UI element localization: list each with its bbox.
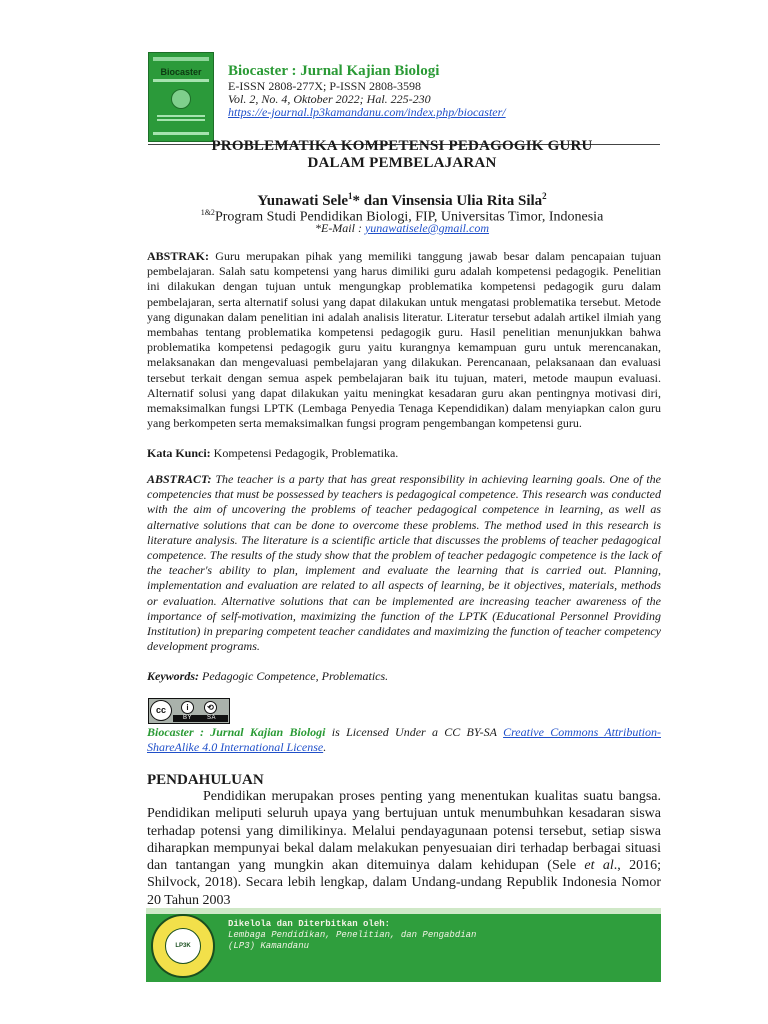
footer-institution-1: Lembaga Pendidikan, Penelitian, dan Pengabdian	[228, 930, 477, 940]
cc-by-sa-badge[interactable]	[148, 698, 230, 724]
sharealike-icon: ⟲	[204, 701, 217, 714]
abstract-label: ABSTRACT:	[147, 472, 212, 486]
email-link[interactable]: yunawatisele@gmail.com	[364, 221, 490, 235]
author-1-sup: 1	[348, 191, 353, 201]
section-title: PENDAHULUAN	[147, 772, 264, 788]
seal-label: LP3K	[165, 928, 201, 964]
body-text-1: Pendidikan merupakan proses penting yang menentukan kualitas suatu bangsa. Pendidikan meliputi seluruh upaya yang bertujuan untuk menumbuhkan kesadaran siswa terhadap potensi yang dimilikinya. Melalui pendayagunaan potensi tersebut, setiap siswa diharapkan mempunyai bekal dalam melakukan penyesuaian diri terhadap berbagai situasi dan tantangan yang mungkin akan ditemuinya dalam kehidupan (Sele	[147, 789, 661, 874]
cover-band	[153, 57, 209, 61]
license-text: is Licensed Under a CC BY-SA	[325, 725, 504, 739]
body-text-2: ., 2016; Shilvock, 2018). Secara lebih lengkap, dalam Undang-undang Republik Indonesia Nomor 20 Tahun 2003	[147, 858, 661, 908]
license-statement	[147, 725, 661, 755]
article-title-line2: DALAM PEMBELAJARAN	[307, 155, 497, 171]
footer-institution-2: (LP3) Kamandanu	[228, 941, 310, 951]
cover-title: Biocaster	[160, 67, 202, 77]
cc-strip-by: BY	[183, 715, 193, 721]
author-1: Yunawati Sele	[257, 193, 349, 209]
body-paragraph	[147, 788, 661, 909]
cover-lines	[157, 115, 205, 117]
abstract-indonesian	[147, 249, 661, 431]
author-email	[100, 221, 704, 235]
lp3k-seal-logo	[151, 914, 215, 978]
journal-issn: E-ISSN 2808-277X; P-ISSN 2808-3598	[228, 79, 422, 93]
cc-strip-sa: SA	[207, 715, 217, 721]
author-separator: * dan	[352, 193, 392, 209]
journal-header	[228, 63, 688, 119]
license-journal-name: Biocaster : Jurnal Kajian Biologi	[147, 725, 326, 739]
kata-kunci-label: Kata Kunci:	[147, 446, 211, 460]
keywords-text: Pedagogic Competence, Problematics.	[202, 669, 389, 683]
journal-cover-image	[148, 52, 214, 142]
cc-logo-icon: cc	[150, 700, 172, 721]
body-text-etal: et al	[584, 858, 614, 874]
journal-url-link[interactable]: https://e-journal.lp3kamandanu.com/index.php/biocaster/	[228, 105, 506, 119]
cover-emblem-icon	[171, 89, 191, 109]
author-2: Vinsensia Ulia Rita Sila	[391, 193, 543, 209]
affiliation-sup: 1&2	[200, 208, 215, 217]
article-title	[100, 138, 704, 172]
license-end: .	[323, 740, 327, 754]
abstrak-text: Guru merupakan pihak yang memiliki tanggung jawab besar dalam pencapaian tujuan pembelajaran. Salah satu kompetensi yang harus dimiliki guru adalah kompetensi pedagogik. Penelitian ini dilakukan dengan tujuan untuk mengungkap problematika kompetensi pedagogik guru dalam pembelajaran, serta alternatif solusi yang dapat dilakukan untuk mengatasi problematika tersebut. Metode yang digunakan dalam penelitian ini adalah analisis literatur. Literatur tersebut adalah artikel ilmiah yang membahas tentang problematika kompetensi pedagogik guru. Hasil penelitian menunjukkan bahwa problematika kompetensi pedagogik guru yaitu kurangnya kemampuan guru untuk merencanakan, melaksanakan dan mengevaluasi pembelajaran yang dilakukan. Perencanaan, pelaksanaan dan evaluasi tersebut terkait dengan semua aspek pembelajaran baik itu tujuan, materi, metode maupun evaluasi. Alternatif solusi yang dapat dilakukan yaitu meningkat kesadaran guru akan pentingnya motivasi diri, memaksimalkan fungsi LPTK (Lembaga Penyedia Tenaga Kependidikan) dalam menyiapkan calon guru yang berkompeten serta memaksimalkan fungsi program pengembangan kompetensi guru.	[147, 249, 662, 431]
journal-volume: Vol. 2, No. 4, Oktober 2022; Hal. 225-230	[228, 92, 431, 106]
abstract-english	[147, 472, 661, 654]
cover-bottom-bar	[153, 132, 209, 135]
cover-subtitle-bar	[153, 79, 209, 82]
email-label: *E-Mail :	[314, 221, 365, 235]
footer-publisher	[228, 919, 648, 952]
license-link[interactable]: Creative Commons Attribution-ShareAlike 4.0 International License	[147, 725, 661, 754]
author-2-sup: 2	[542, 191, 547, 201]
footer-bar-top	[146, 908, 661, 914]
kata-kunci	[147, 446, 661, 461]
abstract-text: The teacher is a party that has great responsibility in achieving learning goals. One of the competencies that must be possessed by teachers is pedagogical competence. This research was conducted with the aim of uncovering the problems of teacher pedagogical competence in learning, as well as alternative solutions that can be done to overcome these problems. The method used in this research is literature analysis. The literature is a scientific article that discusses the problems of teacher pedagogical competence. The results of the study show that the problem of teacher pedagogic competence is the lack of the teacher's ability to plan, implement and evaluate the learning that is carried out. Planning, implementation and evaluation are related to all aspects of learning, be it objectives, materials, methods or evaluation. Alternative solutions that can be implemented are increasing teacher awareness of the importance of self-motivation, maximizing the function of the LPTK (Educational Personnel Providing Institution) in preparing competent teacher candidates and maximizing the function of teacher competency development programs.	[147, 472, 661, 654]
kata-kunci-text: Kompetensi Pedagogik, Problematika.	[213, 446, 399, 460]
abstrak-label: ABSTRAK:	[147, 249, 210, 263]
footer-managed-by: Dikelola dan Diterbitkan oleh:	[228, 919, 391, 929]
affiliation-text: Program Studi Pendidikan Biologi, FIP, Universitas Timor, Indonesia	[214, 209, 604, 225]
article-title-line1: PROBLEMATIKA KOMPETENSI PEDAGOGIK GURU	[211, 138, 593, 154]
keywords-label: Keywords:	[147, 669, 199, 683]
attribution-icon: i	[181, 701, 194, 714]
keywords	[147, 669, 661, 684]
journal-name: Biocaster : Jurnal Kajian Biologi	[228, 63, 440, 79]
cc-badge-strip	[173, 715, 228, 722]
